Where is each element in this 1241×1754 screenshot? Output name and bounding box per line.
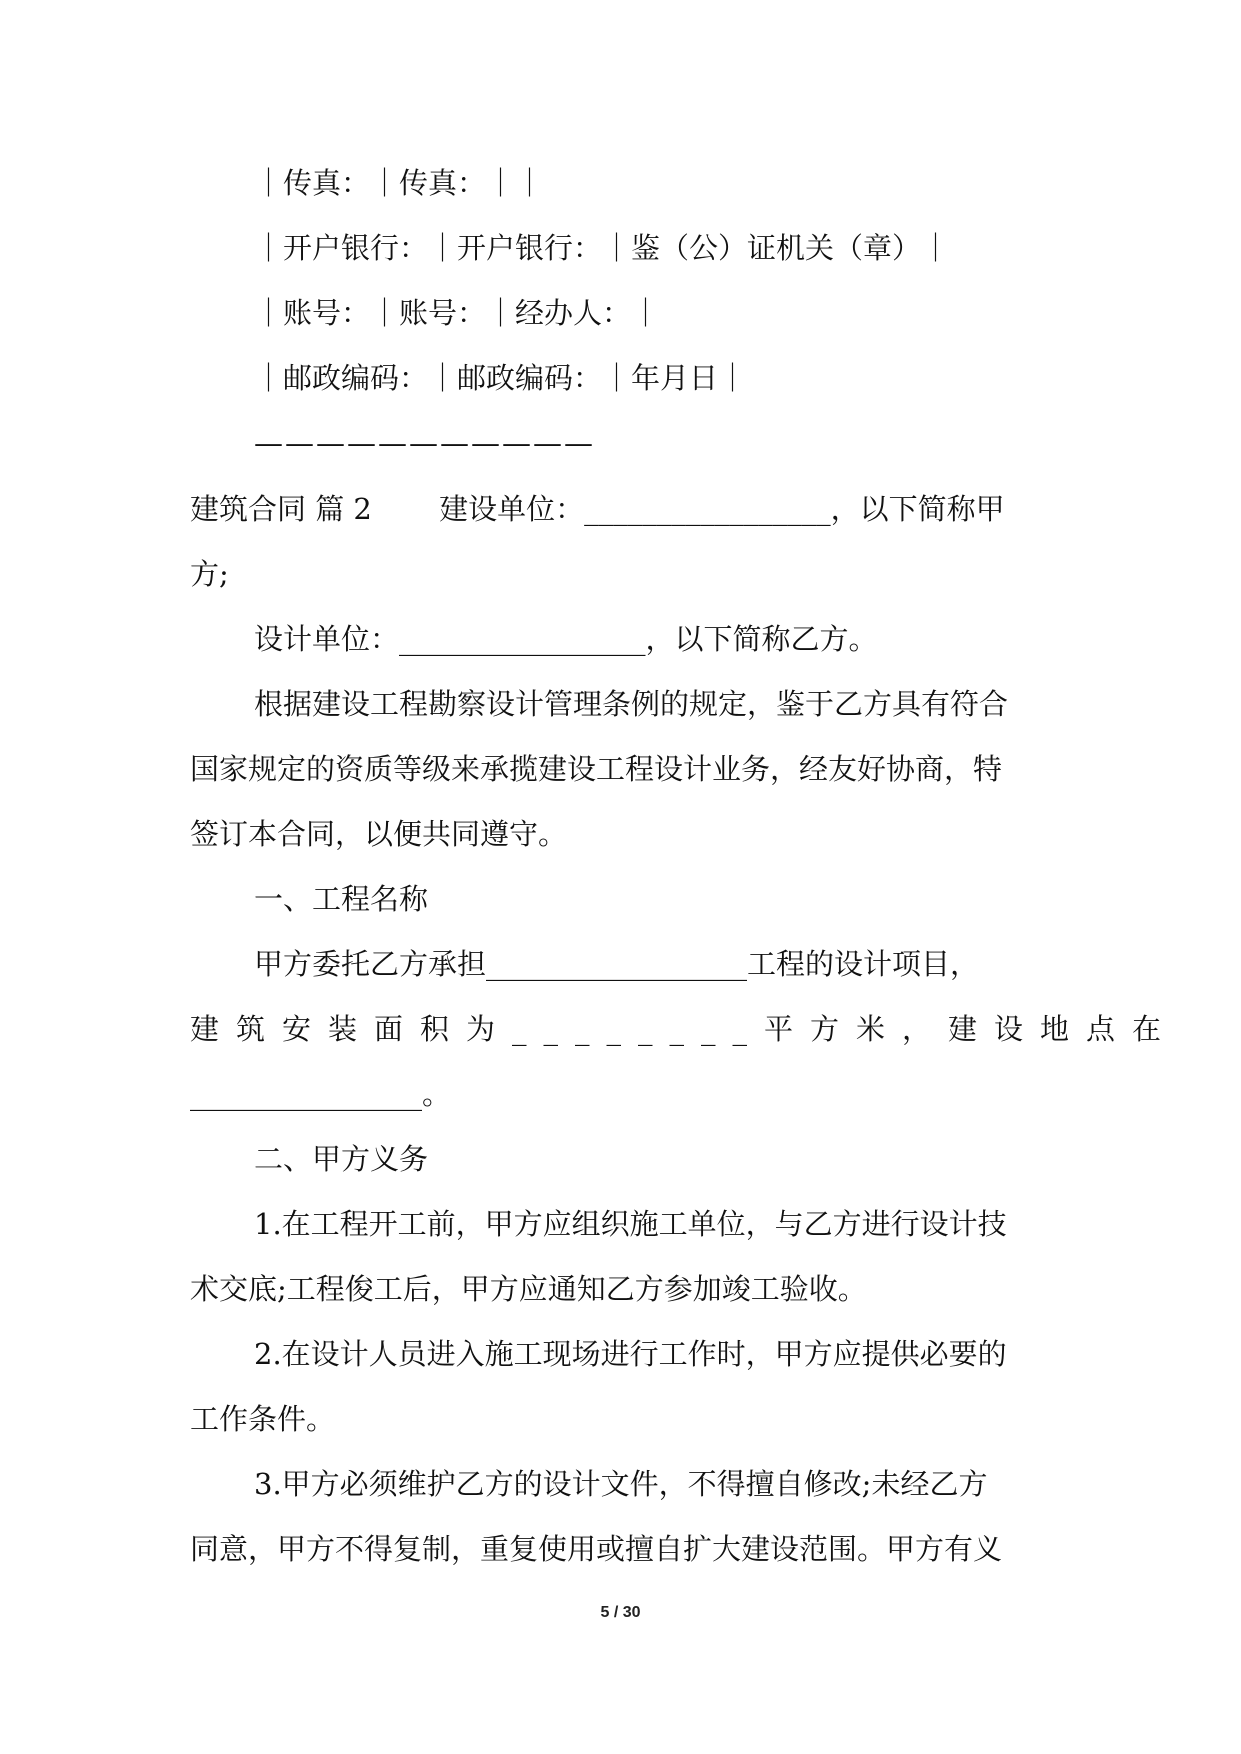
intro-line-3: 签订本合同，以便共同遵守。 [190, 817, 568, 851]
separator-line: ——————————— [254, 426, 595, 460]
intro-line-2: 国家规定的资质等级来承揽建设工程设计业务，经友好协商，特 [190, 752, 1003, 786]
page-number: 5 / 30 [600, 1604, 641, 1621]
project-line-2: 建筑安装面积为________平方米，建设地点在 [190, 1012, 1179, 1046]
heading-project-name: 一、工程名称 [254, 882, 429, 916]
section-title-line: 建筑合同 篇 2 建设单位：_________________，以下简称甲 [190, 492, 1005, 526]
design-unit-line: 设计单位：_________________，以下简称乙方。 [254, 622, 878, 656]
duty-3-line-2: 同意，甲方不得复制，重复使用或擅自扩大建设范围。甲方有义 [190, 1532, 1003, 1566]
table-row-fax: ｜传真：｜传真：｜｜ [254, 166, 545, 200]
table-row-postcode: ｜邮政编码：｜邮政编码：｜年月日｜ [254, 361, 748, 395]
duty-3-line-1: 3.甲方必须维护乙方的设计文件，不得擅自修改;未经乙方 [254, 1467, 988, 1501]
table-row-account: ｜账号：｜账号：｜经办人：｜ [254, 296, 661, 330]
project-line-3: ________________。 [190, 1077, 452, 1111]
project-line-1: 甲方委托乙方承担__________________工程的设计项目， [254, 947, 980, 981]
intro-line-1: 根据建设工程勘察设计管理条例的规定，鉴于乙方具有符合 [254, 687, 1009, 721]
section-title-continuation: 方; [190, 557, 229, 591]
duty-2-line-2: 工作条件。 [190, 1402, 336, 1436]
duty-1-line-2: 术交底;工程俊工后，甲方应通知乙方参加竣工验收。 [190, 1272, 867, 1306]
duty-2-line-1: 2.在设计人员进入施工现场进行工作时，甲方应提供必要的 [254, 1337, 1007, 1371]
table-row-bank: ｜开户银行：｜开户银行：｜鉴（公）证机关（章）｜ [254, 231, 951, 265]
duty-1-line-1: 1.在工程开工前，甲方应组织施工单位，与乙方进行设计技 [254, 1207, 1007, 1241]
heading-party-a-duties: 二、甲方义务 [254, 1142, 429, 1176]
